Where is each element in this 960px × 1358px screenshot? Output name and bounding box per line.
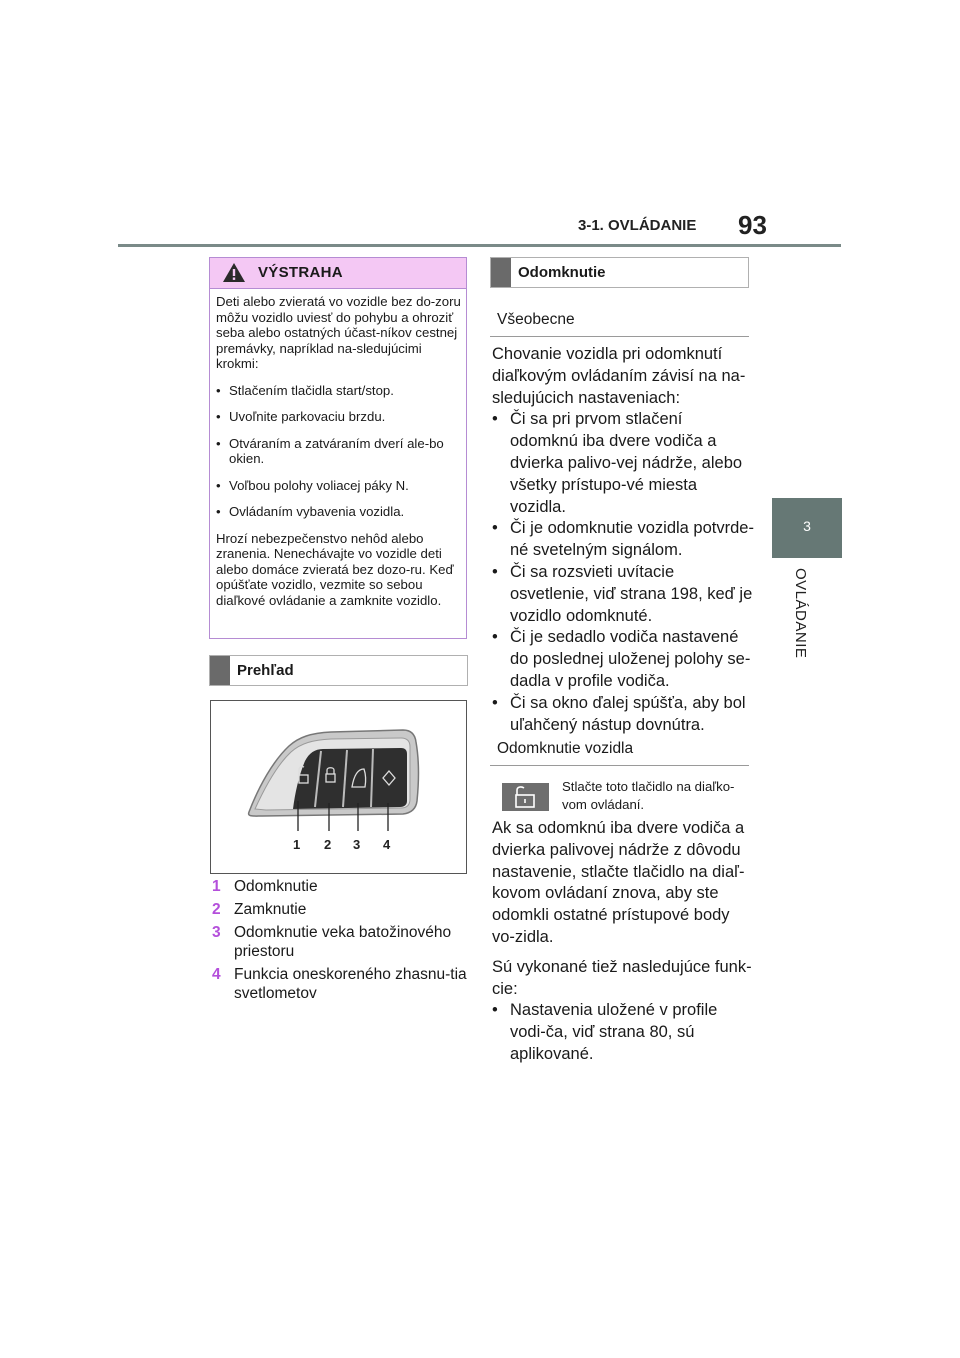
subheading-rule bbox=[490, 765, 749, 766]
unlock-button-symbol bbox=[502, 783, 549, 811]
warning-title: VÝSTRAHA bbox=[258, 264, 343, 281]
general-intro: Chovanie vozidla pri odomknutí diaľkovým ovládaním závisí na na-sledujúcich nastaveniach: bbox=[492, 345, 746, 407]
general-item: • Či sa pri prvom stlačení odomknú iba dvere vodiča a dvierka palivo-vej nádrže, alebo všetky prístupo-vé miesta vozidla. bbox=[492, 410, 743, 516]
callout-2: 2 bbox=[324, 837, 332, 852]
warning-body bbox=[216, 294, 461, 619]
general-item: • Či sa okno ďalej spúšťa, aby bol uľahčený nástup dovnútra. bbox=[492, 693, 746, 734]
button-note: Stlačte toto tlačidlo na diaľko-vom ovládaní. bbox=[562, 779, 735, 812]
callout-3: 3 bbox=[353, 837, 361, 852]
warning-item: • Stlačením tlačidla start/stop. bbox=[216, 382, 394, 398]
chapter-tab-number: 3 bbox=[803, 518, 811, 534]
warning-intro: Deti alebo zvieratá vo vozidle bez do-zoru môžu vozidlo uviesť do pohybu a ohroziť seba alebo ostatných účast-níkov cestnej premávky, napríklad na-sledujúcimi krokmi: bbox=[216, 294, 461, 371]
figure-legend bbox=[210, 877, 470, 1007]
warning-item: • Ovládaním vybavenia vozidla. bbox=[216, 504, 405, 519]
header-rule bbox=[118, 244, 841, 247]
vehicle-unlock-paragraph: Ak sa odomknú iba dvere vodiča a dvierka palivovej nádrže z dôvodu nastavenie, stlačte tlačidlo na diaľ-kovom ovládaní znova, aby ste odomkli ostatné prístupové body vo-zidla. bbox=[492, 819, 745, 946]
key-fob-illustration bbox=[211, 701, 466, 873]
warning-item: • Otváraním a zatváraním dverí ale-bo okien. bbox=[216, 435, 444, 466]
chapter-tab-label: OVLÁDANIE bbox=[792, 568, 809, 659]
unlock-heading: Odomknutie bbox=[490, 257, 749, 288]
warning-item: • Voľbou polohy voliacej páky N. bbox=[216, 477, 409, 493]
legend-item: 1 Odomknutie bbox=[212, 878, 318, 895]
general-item: • Či je sedadlo vodiča nastavené do poslednej uloženej polohy se-dadla v profile vodiča. bbox=[492, 628, 751, 690]
general-item: • Či je odomknutie vozidla potvrde-né svetelným signálom. bbox=[492, 519, 754, 560]
callout-1: 1 bbox=[293, 837, 301, 852]
heading-marker bbox=[210, 656, 230, 685]
running-header-section: 3-1. OVLÁDANIE bbox=[578, 217, 697, 234]
legend-item: 2 Zamknutie bbox=[212, 901, 307, 918]
general-item: • Či sa rozsvieti uvítacie osvetlenie, viď strana 198, keď je vozidlo odomknuté. bbox=[492, 562, 753, 625]
general-subheading: Všeobecne bbox=[497, 311, 575, 328]
heading-marker bbox=[491, 258, 511, 287]
warning-triangle-icon bbox=[222, 262, 246, 288]
warning-outro: Hrozí nebezpečenstvo nehôd alebo zranenia. Nenechávajte vo vozidle deti alebo domáce zvieratá bez dozo-ru. Keď opúšťate vozidlo, vezmite so sebou diaľkové ovládanie a zamknite vozidlo. bbox=[216, 530, 454, 608]
page-number: 93 bbox=[738, 210, 767, 240]
function-item: • Nastavenia uložené v profile vodi-ča, viď strana 80, sú aplikované. bbox=[492, 1001, 718, 1063]
subheading-rule bbox=[490, 336, 749, 337]
vehicle-unlock-paragraph: Sú vykonané tiež nasledujúce funk-cie: bbox=[492, 957, 752, 998]
key-fob-figure bbox=[210, 700, 467, 874]
general-section-text bbox=[492, 344, 754, 736]
warning-item: • Uvoľnite parkovaciu brzdu. bbox=[216, 409, 386, 424]
legend-item: 3 Odomknutie veka batožinového priestoru bbox=[212, 924, 452, 960]
vehicle-unlock-text bbox=[492, 818, 754, 1066]
callout-4: 4 bbox=[383, 837, 391, 852]
vehicle-unlock-subheading: Odomknutie vozidla bbox=[497, 740, 634, 757]
legend-item: 4 Funkcia oneskoreného zhasnu-tia svetlometov bbox=[212, 966, 467, 1002]
overview-heading: Prehľad bbox=[209, 655, 468, 686]
unlock-icon bbox=[502, 783, 549, 811]
